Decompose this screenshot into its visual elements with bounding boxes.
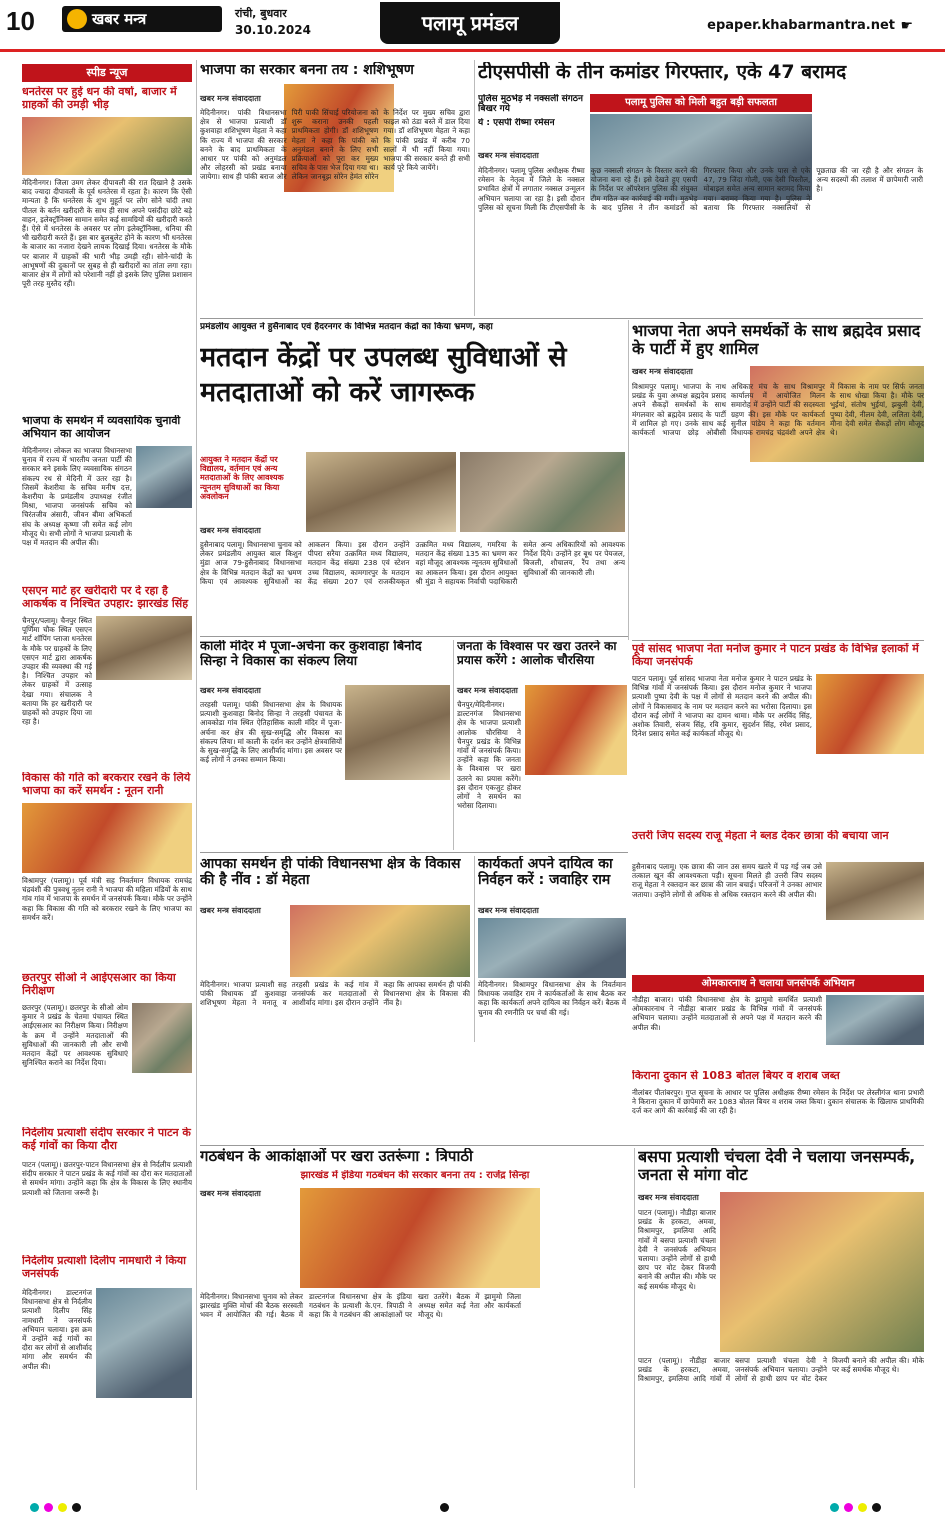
byline: खबर मन्त्र संवाददाता bbox=[200, 1189, 261, 1198]
column-divider bbox=[634, 1148, 635, 1488]
story-body: मेदिनीनगर। जिला उमग लेकर दीपावली की रात दिखाने है उसके बाद ज्यादा दीपावली के पूर्व धनतेरस में रहता है। कारण कि ऐसी मान्यता है कि धनतेरस के शुभ मुहूर्त पर लोग सोने चांदी तथा पीतल के बर्तन खरीदारी के साथ ही साथ अपने पसंदीदा छोटे बड़े वाहन, इलेक्ट्रॉनिक्स सामान समेत कई सामग्रियों की खरीदारी करते हैं। ऐसे में धनतेरस के अवसर पर लोग इलेक्ट्रॉनिक्स, धनिया की भी खरीदारी करते हैं। इस बार बुलबुलेट होने के कारण भी धनतेरस के बाजार का नजारा देखने लायक दिखाई दिया। धनतेरस के मौके पर बाजार में ग्राहकों की भारी भीड़ उमड़ी रही। सोने-चांदी के आभूषणों की दुकानों पर सुबह से ही खरीदारों का तांता लगा रहा। बाजार क्षेत्र में लोगों को परेशानी नहीं हो इसके लिए पुलिस प्रशासन पूरी तरह मुस्तैद रही। bbox=[22, 178, 192, 289]
logo bbox=[62, 6, 222, 32]
story-photo bbox=[816, 674, 924, 754]
speed-news-label: स्पीड न्यूज bbox=[22, 64, 192, 82]
story-body: मेदिनीनगर। विश्रामपुर विधानसभा क्षेत्र के निवर्तमान विधायक जवाहिर राम ने कार्यकर्ताओं के साथ बैठक कर कहा कि कार्यकर्ता अपने दायित्व का निर्वहन करें। बैठक में चुनाव की रणनीति पर चर्चा की गई। bbox=[478, 980, 626, 1017]
story-photo bbox=[345, 685, 450, 780]
story-headline: उत्तरी जिप सदस्य राजू मेहता ने ब्लड देकर छात्रा की बचाया जान bbox=[632, 830, 889, 842]
story-headline: एसएन मार्ट हर खरीदारी पर दे रहा है आकर्षक व निश्चित उपहार: झारखंड सिंह bbox=[22, 585, 189, 610]
story-headline: गठबंधन के आकांक्षाओं पर खरा उतरूंगा : त्रिपाठी bbox=[200, 1148, 473, 1165]
story-photo bbox=[826, 862, 924, 920]
story-body: मेदिनीनगर। भाजपा प्रत्याशी सह पांकी विधायक डॉ कुशवाहा शशिभूषण मेहता ने मनातू व तरहसी प्रखंड के कई गांव में जनसंपर्क कर मतदाताओं से आशीर्वाद मांगा। इस दौरान उन्होंने कहा कि आपका समर्थन ही पांकी विधानसभा क्षेत्र के विकास की नींव है। bbox=[200, 980, 470, 1008]
story-photo bbox=[306, 452, 456, 532]
location: रांची, बुधवार bbox=[235, 7, 287, 20]
story-photo bbox=[478, 918, 626, 978]
story-headline: भाजपा का सरकार बनना तय : शशिभूषण bbox=[200, 62, 414, 78]
registration-mark bbox=[858, 1503, 867, 1512]
story-body: तरहसी पलामू। पांकी विधानसभा क्षेत्र के विधायक प्रत्याशी कुशवाहा बिनोद सिन्हा ने तरहसी पंचायत के आवकोडा गांव स्थित ऐतिहासिक काली मंदिर में पूजा-अर्चना कर क्षेत्र की सुख-समृद्धि और विकास का संकल्प लिया। मां काली के दर्शन कर उन्होंने क्षेत्रवासियों के सुख-समृद्धि के लिए आशीर्वाद मांगा। इस अवसर पर कई लोगों ने उनका सम्मान किया। bbox=[200, 700, 342, 765]
story-headline: धनतेरस पर हुई धन की वर्षा, बाजार में ग्राहकों की उमड़ी भीड़ bbox=[22, 86, 177, 111]
column-divider bbox=[453, 640, 454, 850]
story-subhead: पुलिस मुठभेड़ में नक्सली संगठन बिखर गये bbox=[478, 94, 584, 115]
story-headline: विकास की गति को बरकरार रखने के लिये भाजपा का करें समर्थन : नूतन रानी bbox=[22, 772, 191, 797]
story-body: छतरपुर (पलामू)। छतरपुर के सीओ ओम कुमार ने प्रखंड के चेतमा पंचायत स्थित आईएसआर का निरीक्षण किया। निरीक्षण के क्रम में उन्होंने मतदाताओं की सुविधाओं की जानकारी ली और सभी मतदान केंद्रों पर आवश्यक सुविधाएं सुनिश्चित कराने का निर्देश दिया। bbox=[22, 1003, 128, 1068]
story-photo bbox=[720, 1192, 924, 1352]
byline: खबर मन्त्र संवाददाता bbox=[478, 151, 539, 160]
story-body: मेदिनीनगर। डाल्टनगंज विधानसभा क्षेत्र से निर्दलीय प्रत्याशी दिलीप सिंह नामधारी ने जनसंपर्क अभियान चलाया। इस क्रम में उन्होंने कई गांवों का दौरा कर लोगों से आशीर्वाद मांगा और समर्थन की अपील की। bbox=[22, 1288, 92, 1371]
lead-headline: मतदान केंद्रों पर उपलब्ध सुविधाओं से मतदाताओं को करें जागरूक bbox=[200, 342, 567, 409]
story-photo bbox=[136, 446, 192, 508]
column-divider bbox=[474, 60, 475, 316]
story-body: हुसैनाबाद पलामू। विधानसभा चुनाव को लेकर प्रमंडलीय आयुक्त बाल किशुन मुंडा आज 79-हुसैनाबाद विधानसभा क्षेत्र के विभिन्न मतदान केंद्रों का भ्रमण किया एवं आवश्यक सुविधाओं का आकलन किया। इस दौरान उन्होंने पीपरा सरैया उत्क्रमित मध्य विद्यालय, मतदान केंद्र संख्या 238 एवं स्टेशन उच्च विद्यालय, कामगारपुर के मतदान केंद्र संख्या 207 एवं राजकीयकृत उत्क्रमित मध्य विद्यालय, गमरिया के मतदान केंद्र संख्या 135 का भ्रमण कर वहां मौजूद आवश्यक न्यूनतम सुविधाओं का आकलन किया। इस दौरान आयुक्त श्री मुंडा ने सहायक निर्वाची पदाधिकारी समेत अन्य अधिकारियों को आवश्यक निर्देश दिये। उन्होंने हर बूथ पर पेयजल, बिजली, शौचालय, रैंप तथा अन्य सुविधाओं की जानकारी ली। bbox=[200, 540, 625, 586]
registration-mark bbox=[844, 1503, 853, 1512]
epaper-link[interactable]: epaper.khabarmantra.net bbox=[707, 18, 895, 33]
story-headline: कार्यकर्ता अपने दायित्व का निर्वहन करें : जवाहिर राम bbox=[478, 856, 613, 889]
story-body: चैनपुर/पलामू। चैनपुर स्थित पूर्णिमा चौक स्थित एसएन मार्ट शॉपिंग प्लाजा धनतेरस के मौके पर ग्राहकों के लिए एसएन मार्ट द्वारा आकर्षक उपहार की व्यवस्था की गई है। निश्चित उपहार को लेकर ग्राहकों में उत्साह देखा गया। संचालक ने बताया कि हर खरीदारी पर ग्राहकों को उपहार दिया जा रहा है। bbox=[22, 616, 92, 727]
section-title: पलामू प्रमंडल bbox=[380, 2, 560, 44]
story-headline: भाजपा के समर्थन में व्यवसायिक चुनावी अभियान का आयोजन bbox=[22, 415, 181, 440]
story-body: मेदिनीनगर। पांकी विधानसभा क्षेत्र से भाजपा प्रत्याशी डॉ कुशवाहा शशिभूषण मेहता ने कहा कि राज्य में भाजपा की सरकार बनने के बाद प्राथमिकता के आधार पर पांकी को अनुमंडल और लोहरसी को प्रखंड बनाया जायेगा। साथ ही पांकी बराज और पिरी पाकी सिंचाई परियोजना को शुरू कराना उनकी पहली प्राथमिकता होगी। डॉ शशिभूषण मेहता ने कहा कि पांकी को अनुमंडल बनाने के लिए सभी प्रक्रियाओं को पूरा कर मुख्य सचिव के पास भेज दिया गया था। लेकिन जानबूझ सोरेन हेमंत सोरेन के निर्देश पर मुख्य सचिव द्वारा फाइल को ठंडा बस्ते में डाल दिया गया। डॉ शशिभूषण मेहता ने कहा कि पांकी प्रखंड में करीब 70 सालों में भी नहीं किया गया। भाजपा की सरकार बनते ही सभी कार्य पूरे किये जायेंगे। bbox=[200, 108, 470, 182]
story-photo bbox=[96, 1288, 192, 1398]
logo-icon bbox=[67, 9, 87, 29]
edition-date: 30.10.2024 bbox=[235, 23, 311, 37]
story-headline: आपका समर्थन ही पांकी विधानसभा क्षेत्र के विकास की है नींव : डॉ मेहता bbox=[200, 856, 461, 889]
story-headline: भाजपा नेता अपने समर्थकों के साथ ब्रह्मदेव प्रसाद के पार्टी में हुए शामिल bbox=[632, 322, 921, 359]
story-headline: बसपा प्रत्याशी चंचला देवी ने चलाया जनसम्पर्क, जनता से मांगा वोट bbox=[638, 1148, 916, 1185]
section-rule bbox=[200, 852, 628, 853]
story-body: पाटन (पलामू)। नौडीहा बाजार प्रखंड के हरकटा, अमवा, विश्रामपुर, इमलिया आदि गांवों में बसपा प्रत्याशी चंचला देवी ने जनसंपर्क अभियान चलाया। उन्होंने लोगों से हाथी छाप पर वोट देकर विजयी बनाने की अपील की। मौके पर कई समर्थक मौजूद थे। bbox=[638, 1356, 924, 1384]
story-headline: निर्दलीय प्रत्याशी संदीप सरकार ने पाटन के कई गांवों का किया दौरा bbox=[22, 1127, 191, 1152]
masthead bbox=[0, 0, 945, 52]
column-divider bbox=[196, 60, 197, 1490]
story-subhead: झारखंड में इंडिया गठबंधन की सरकार बनना तय : राजेंद्र सिन्हा bbox=[300, 1170, 530, 1181]
story-tag: पलामू पुलिस को मिली बहुत बड़ी सफलता bbox=[590, 94, 812, 112]
story-body: चैनपुर/मेदिनीनगर। डाल्टनगंज विधानसभा क्षेत्र के भाजपा प्रत्याशी आलोक चौरसिया ने चैनपुर प्रखंड के विभिन्न गांवों में जनसंपर्क किया। उन्होंने कहा कि जनता के विश्वास पर खरा उतरने का प्रयास करेंगे। इस दौरान एकजुट होकर लोगों ने समर्थन का भरोसा दिलाया। bbox=[457, 700, 521, 811]
byline: खबर मन्त्र संवाददाता bbox=[200, 526, 261, 535]
page-number: 10 bbox=[6, 6, 35, 36]
registration-mark bbox=[72, 1503, 81, 1512]
story-body: मेदिनीनगर। विधानसभा चुनाव को लेकर झारखंड मुक्ति मोर्चा की बैठक सरस्वती भवन में आयोजित की गई। बैठक में डाल्टनगंज विधानसभा क्षेत्र के इंडिया गठबंधन के प्रत्याशी के.एन. त्रिपाठी ने कहा कि वे गठबंधन की आकांक्षाओं पर खरा उतरेंगे। बैठक में झामुमो जिला अध्यक्ष समेत कई नेता और कार्यकर्ता मौजूद थे। bbox=[200, 1292, 521, 1320]
section-rule bbox=[200, 318, 923, 319]
registration-mark bbox=[440, 1503, 449, 1512]
section-rule bbox=[200, 1145, 924, 1146]
story-headline: किराना दुकान से 1083 बोतल बियर व शराब जब्त bbox=[632, 1070, 840, 1082]
byline: खबर मन्त्र संवाददाता bbox=[457, 686, 518, 695]
print-registration-bar bbox=[0, 1498, 945, 1517]
story-headline: ओमकारनाथ ने चलाया जनसंपर्क अभियान bbox=[632, 975, 924, 992]
section-rule bbox=[200, 636, 628, 637]
byline: खबर मन्त्र संवाददाता bbox=[632, 367, 693, 376]
story-photo bbox=[132, 1003, 192, 1073]
story-headline: छतरपुर सीओ ने आईएसआर का किया निरीक्षण bbox=[22, 972, 176, 997]
story-body: पाटन (पलामू)। छतरपुर-पाटन विधानसभा क्षेत्र से निर्दलीय प्रत्याशी संदीप सरकार ने पाटन प्रखंड के कई गांवों का दौरा कर मतदाताओं से समर्थन मांगा। उन्होंने कहा कि क्षेत्र के विकास के लिए स्थानीय प्रत्याशी को जिताना जरूरी है। bbox=[22, 1160, 192, 1197]
registration-mark bbox=[872, 1503, 881, 1512]
story-body: पाटन (पलामू)। नौडीहा बाजार प्रखंड के हरकटा, अमवा, विश्रामपुर, इमलिया आदि गांवों में बसपा प्रत्याशी चंचला देवी ने जनसंपर्क अभियान चलाया। उन्होंने लोगों से हाथी छाप पर वोट देकर विजयी बनाने की अपील की। मौके पर कई समर्थक मौजूद थे। bbox=[638, 1208, 716, 1291]
byline: खबर मन्त्र संवाददाता bbox=[638, 1193, 699, 1202]
story-headline: काली मंदिर में पूजा-अर्चना कर कुशवाहा बिनोद सिन्हा ने विकास का संकल्प लिया bbox=[200, 640, 422, 669]
section-rule bbox=[632, 640, 924, 641]
story-headline: पूर्व सांसद भाजपा नेता मनोज कुमार ने पाटन प्रखंड के विभिन्न इलाकों में किया जनसंपर्क bbox=[632, 643, 919, 668]
story-kicker: प्रमंडलीय आयुक्त ने हुसैनाबाद एवं हैदरनगर के विभिन्न मतदान केंद्रों का किया भ्रमण, कहा bbox=[200, 322, 493, 332]
story-body: पाटन पलामू। पूर्व सांसद भाजपा नेता मनोज कुमार ने पाटन प्रखंड के विभिन्न गांवों में जनसंपर्क किया। इस दौरान मनोज कुमार ने भाजपा प्रत्याशी पुष्पा देवी के पक्ष में लोगों से मतदान करने की अपील की। लोगों ने विकासवाद के नाम पर मतदान करने का भरोसा दिलाया। इस दौरान कई लोगों ने भाजपा का दामन थामा। मौके पर अरविंद सिंह, अशोक तिवारी, संजय सिंह, रवि कुमार, सुदर्शन सिंह, रमेश प्रसाद, दिनेश प्रसाद समेत कई कार्यकर्ता मौजूद थे। bbox=[632, 674, 812, 739]
story-note: आयुक्त ने मतदान केंद्रों पर विद्यालय, वर्तमान एवं अन्य मतदाताओं के लिए आवश्यक न्यूनतम सुविधाओं का किया अवलोकन bbox=[200, 455, 284, 501]
column-divider bbox=[474, 856, 475, 1042]
byline: खबर मन्त्र संवाददाता bbox=[478, 906, 539, 915]
story-photo bbox=[22, 117, 192, 175]
byline: खबर मन्त्र संवाददाता bbox=[200, 686, 261, 695]
cursor-icon: ☛ bbox=[900, 18, 913, 34]
byline: खबर मन्त्र संवाददाता bbox=[200, 906, 261, 915]
column-divider bbox=[628, 320, 629, 640]
story-headline: निर्दलीय प्रत्याशी दिलीप नामधारी ने किया जनसंपर्क bbox=[22, 1255, 187, 1280]
story-photo bbox=[826, 995, 924, 1045]
registration-mark bbox=[830, 1503, 839, 1512]
story-subhead: ये : एसपी रीष्मा रमेसन bbox=[478, 118, 555, 128]
story-body: नीलांबर पीतांबरपुर। गुप्त सूचना के आधार पर पुलिस अधीक्षक रीष्मा रमेसन के निर्देश पर लेस्लीगंज थाना प्रभारी ने किराना दुकान में छापेमारी कर 1083 बोतल बियर व शराब जब्त किया। दुकान संचालक के खिलाफ प्राथमिकी दर्ज कर आगे की कार्रवाई की जा रही है। bbox=[632, 1088, 924, 1116]
story-photo bbox=[22, 803, 192, 873]
story-photo bbox=[290, 905, 470, 977]
story-headline: टीएसपीसी के तीन कमांडर गिरफ्तार, एके 47 बरामद bbox=[478, 62, 847, 83]
story-body: विश्रामपुर (पलामू)। पूर्व मंत्री सह निवर्तमान विधायक रामचंद्र चंद्रवंशी की पुत्रवधू नूतन रानी ने भाजपा की महिला मंडियों के साथ गांव गांव में भाजपा के समर्थन में जनसंपर्क किया। मौके पर उन्होंने कहा कि विकास की गति को बरकरार रखने के लिए भाजपा का समर्थन करें। bbox=[22, 876, 192, 922]
story-body: हुसैनाबाद पलामू। एक छात्रा की जान उस समय खतरे में पड़ गई जब उसे तत्काल खून की आवश्यकता पड़ी। सूचना मिलते ही उत्तरी जिप सदस्य राजू मेहता ने रक्तदान कर छात्रा की जान बचाई। परिजनों ने उनका आभार जताया। उन्होंने लोगों से अधिक से अधिक रक्तदान करने की अपील की। bbox=[632, 862, 822, 899]
story-photo bbox=[460, 452, 625, 532]
registration-mark bbox=[44, 1503, 53, 1512]
story-body: मेदिनीनगर। लोकल का भाजपा विधानसभा चुनाव में राज्य में भारतीय जनता पार्टी की सरकार बने इसके लिए व्यवसायिक संगठन संकल्प रथ से मेदिनी में उतर रहा है। जिसमें केशरीया के सचिव मनीष दत्त, केशरीया के प्रमंडलीय उपाध्यक्ष रंजीत मिश्रा, भाजपा जनसंपर्क सचिव को चिरंतजीव अंसारी, जीवन बीमा अभिकर्ता संघ के अध्यक्ष कृष्णा जी समेत कई लोग मौजूद थे। सभी लोगों ने भाजपा प्रत्याशी के पक्ष में मतदान की अपील की। bbox=[22, 446, 132, 548]
story-body: मेदिनीनगर। पलामू पुलिस अधीक्षक रीष्मा रमेसन के नेतृत्व में जिले के नक्सल प्रभावित क्षेत्रों में लगातार नक्सल उन्मूलन अभियान चलाया जा रहा है। इसी दौरान पुलिस को सूचना मिली कि टीएसपीसी के कुछ नक्सली संगठन के विस्तार करने की योजना बना रहे हैं। इसे देखते हुए एसपी के निर्देश पर ऑपरेशन पुलिस की संयुक्त टीम गठित कर कार्रवाई की गयी। मुठभेड़ के बाद पुलिस ने तीन कमांडरों को गिरफ्तार किया और उनके पास से एके 47, 79 जिंदा गोली, एक देसी पिस्तौल, मोबाइल समेत अन्य सामान बरामद किया गया। बरामद किया गया है। पुलिस ने बताया कि गिरफ्तार नक्सलियों से पूछताछ की जा रही है और संगठन के अन्य सदस्यों की तलाश में छापेमारी जारी है। bbox=[478, 166, 923, 212]
story-body: विश्रामपुर पलामू। भाजपा के नाथ प्रखंड के युवा अध्यक्ष ब्रह्मदेव प्रसाद अपने सैकड़ों समर्थकों के साथ मंगलवार को ब्रह्मदेव प्रसाद के पार्टी में शामिल हो गए। उनके साथ कई कार्यकर्ता भाजपा छोड़ ओबीसी अधिकार मंच के साथ विश्रामपुर कार्यालय में आयोजित मिलन समारोह में उन्होंने पार्टी की सदस्यता ग्रहण की। इस मौके पर कार्यकर्ता सुनील पांडेय ने कहा कि वर्तमान विधायक रामचंद्र चंद्रवंशी अपने क्षेत्र में विकास के नाम पर सिर्फ जनता के साथ धोखा किया है। मौके पर भुईयां, संतोष भुईयां, झबुली देवी, पुष्पा देवी, नीलम देवी, ललिता देवी, मीना देवी समेत सैकड़ों लोग मौजूद थे। bbox=[632, 382, 924, 438]
registration-mark bbox=[58, 1503, 67, 1512]
story-body: नौडीहा बाजार। पांकी विधानसभा क्षेत्र के झामुमो समर्थित प्रत्याशी ओमकारनाथ ने नौडीहा बाजार प्रखंड के विभिन्न गांवों में जनसंपर्क अभियान चलाया। उन्होंने मतदाताओं से अपने पक्ष में मतदान करने की अपील की। bbox=[632, 995, 822, 1032]
story-photo bbox=[300, 1188, 540, 1288]
story-photo bbox=[525, 685, 627, 775]
story-photo bbox=[96, 616, 192, 680]
registration-mark bbox=[30, 1503, 39, 1512]
byline: खबर मन्त्र संवाददाता bbox=[200, 94, 261, 103]
story-headline: जनता के विश्वास पर खरा उतरने का प्रयास करेंगे : आलोक चौरसिया bbox=[457, 640, 617, 667]
logo-text: खबर मन्त्र bbox=[92, 10, 147, 28]
